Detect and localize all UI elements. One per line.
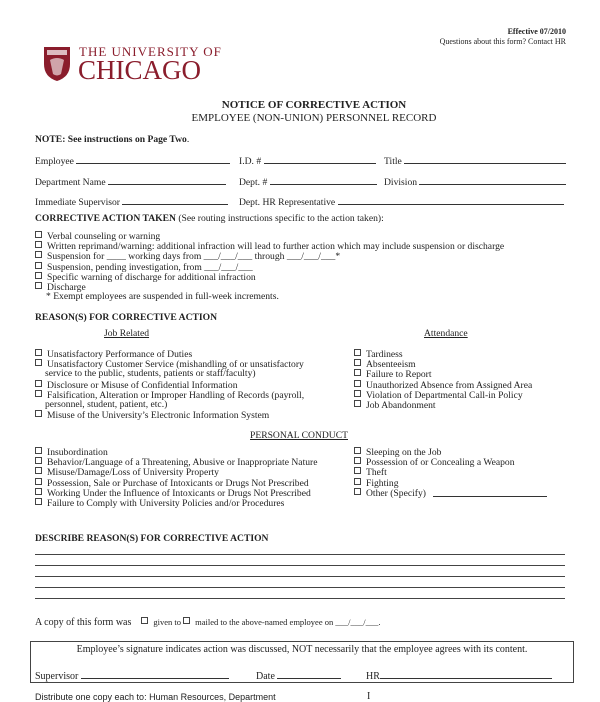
logo-line2: CHICAGO [78, 55, 202, 85]
checkbox[interactable] [35, 447, 42, 454]
attendance-label: Attendance [424, 328, 468, 339]
other-specify-field[interactable] [433, 488, 547, 497]
item-label: Failure to Report [366, 369, 432, 381]
given-label: given to [153, 617, 182, 627]
mailed-label: mailed to the above-named employee on ___/___/___. [195, 617, 381, 627]
checkbox[interactable] [35, 251, 42, 258]
checkbox[interactable] [35, 478, 42, 485]
copy-prefix: A copy of this form was [35, 617, 132, 628]
checklist-item [35, 488, 311, 499]
describe-heading: DESCRIBE REASON(S) FOR CORRECTIVE ACTION [35, 533, 269, 544]
checkbox[interactable] [35, 272, 42, 279]
job-related-label: Job Related [104, 328, 150, 339]
item-label: Suspension, pending investigation, from ___/___/___ [47, 261, 253, 273]
item-label: Violation of Departmental Call-in Policy [366, 389, 523, 401]
item-label: Tardiness [366, 349, 403, 360]
checklist-item [35, 467, 219, 478]
hr-rep-field[interactable] [239, 196, 564, 208]
checklist-item [35, 380, 238, 391]
checklist-item [35, 251, 340, 262]
checkbox[interactable] [354, 359, 361, 366]
supervisor-signature[interactable] [35, 670, 229, 682]
effective-date: Effective 07/2010 [507, 27, 566, 36]
checklist-item [354, 380, 532, 391]
signature-box [30, 641, 574, 683]
item-label: Misuse of the University’s Electronic Information System [47, 410, 270, 422]
division-field[interactable] [384, 176, 566, 188]
checklist-item [35, 262, 253, 273]
checklist-item [35, 241, 504, 252]
checkbox[interactable] [35, 488, 42, 495]
checklist-item [35, 231, 160, 242]
checkbox[interactable] [354, 467, 361, 474]
item-label: Specific warning of discharge for additional infraction [47, 271, 256, 283]
checkbox[interactable] [35, 231, 42, 238]
exempt-footnote: * Exempt employees are suspended in full-week increments. [46, 291, 279, 302]
hr-signature[interactable] [366, 670, 552, 682]
contact-note: Questions about this form? Contact HR [439, 37, 566, 46]
item-label: Unsatisfactory Performance of Duties [47, 349, 193, 360]
item-label: Suspension for ____ working days from ___/___/___ through ___/___/___* [47, 251, 341, 263]
item-label: Theft [366, 467, 387, 479]
supervisor-sig-label: Supervisor [35, 671, 79, 682]
item-label: Unsatisfactory Customer Service (mishandling of or unsatisfactory [47, 359, 304, 371]
title-field[interactable] [384, 155, 566, 167]
item-label: Possession, Sale or Purchase of Intoxicants or Drugs Not Prescribed [47, 477, 309, 489]
item-label: Discharge [47, 282, 86, 293]
checkbox[interactable] [354, 369, 361, 376]
date-label: Date [256, 671, 275, 682]
item-label: Written reprimand/warning: additional infraction will lead to further action which may include suspension or discharge [47, 241, 505, 253]
checklist-item [354, 390, 523, 401]
hr-label: HR [366, 671, 380, 682]
note-text: NOTE: See instructions on Page Two [35, 134, 187, 145]
checklist-item [354, 349, 403, 360]
form-subtitle: EMPLOYEE (NON-UNION) PERSONNEL RECORD [191, 112, 437, 124]
checklist-item [354, 488, 426, 499]
checkbox[interactable] [35, 282, 42, 289]
given-checkbox[interactable] [141, 617, 148, 624]
checkbox[interactable] [354, 390, 361, 397]
mailed-checkbox[interactable] [183, 617, 190, 624]
item-label: Job Abandonment [366, 400, 436, 411]
checklist-item [35, 410, 269, 421]
id-label: I.D. # [239, 156, 262, 167]
checklist-item [354, 467, 387, 478]
checklist-item [35, 447, 108, 458]
checkbox[interactable] [35, 241, 42, 248]
checkbox[interactable] [35, 380, 42, 387]
dept-number-field[interactable] [239, 176, 377, 188]
supervisor-label: Immediate Supervisor [35, 197, 120, 208]
item-label: Fighting [366, 477, 399, 489]
item-label: service to the public, students, patients or staff/faculty) [45, 368, 256, 380]
item-label: Misuse/Damage/Loss of University Property [47, 467, 219, 479]
supervisor-field[interactable] [35, 196, 228, 208]
checkbox[interactable] [354, 400, 361, 407]
checkbox[interactable] [35, 467, 42, 474]
shield-icon [43, 46, 71, 82]
form-title: NOTICE OF CORRECTIVE ACTION [221, 99, 407, 111]
checklist-item [354, 369, 432, 380]
item-label: personnel, student, patient, etc.) [45, 399, 168, 410]
item-label: Insubordination [47, 447, 108, 458]
date-signature[interactable] [256, 670, 341, 682]
page-marker: I [367, 691, 371, 702]
id-field[interactable] [239, 155, 376, 167]
item-label: Other (Specify) [366, 487, 426, 499]
checklist-item [354, 478, 399, 489]
reasons-heading: REASON(S) FOR CORRECTIVE ACTION [35, 312, 218, 323]
distribution-note: Distribute one copy each to: Human Resources, Department [35, 692, 276, 702]
checkbox[interactable] [354, 447, 361, 454]
corrective-heading-note: (See routing instructions specific to the action taken): [175, 213, 384, 224]
division-label: Division [384, 177, 418, 188]
dept-name-label: Department Name [35, 177, 106, 188]
item-label: Sleeping on the Job [366, 447, 442, 458]
item-label: Failure to Comply with University Policies and/or Procedures [47, 498, 285, 509]
item-label: Disclosure or Misuse of Confidential Information [47, 379, 238, 391]
checkbox[interactable] [354, 478, 361, 485]
checklist-item [45, 369, 256, 379]
dept-number-label: Dept. # [239, 177, 268, 188]
item-label: Falsification, Alteration or Improper Handling of Records (payroll, [47, 389, 305, 401]
checkbox[interactable] [354, 380, 361, 387]
corrective-heading-text: CORRECTIVE ACTION TAKEN [35, 213, 176, 224]
note [35, 135, 189, 145]
checkbox[interactable] [35, 498, 42, 505]
checkbox[interactable] [35, 262, 42, 269]
corrective-heading [35, 214, 384, 224]
logo-line1: THE UNIVERSITY OF [79, 44, 222, 59]
checklist-item [354, 447, 441, 458]
checklist-item [35, 272, 256, 283]
checklist-item [35, 457, 317, 468]
employee-field[interactable] [35, 155, 230, 167]
checkbox[interactable] [35, 457, 42, 464]
item-label: Possession of or Concealing a Weapon [366, 457, 515, 469]
checklist-item [354, 359, 416, 370]
checkbox[interactable] [35, 349, 42, 356]
checklist-item [354, 400, 436, 411]
checkbox[interactable] [354, 349, 361, 356]
item-label: Unauthorized Absence from Assigned Area [366, 379, 533, 391]
personal-conduct-label: PERSONAL CONDUCT [250, 430, 348, 441]
item-label: Absenteeism [366, 359, 416, 371]
checklist-item [35, 498, 284, 509]
checklist-item [45, 400, 167, 410]
signature-notice: Employee’s signature indicates action was discussed, NOT necessarily that the employee agrees with its content. [76, 644, 528, 655]
department-name-field[interactable] [35, 176, 226, 188]
checkbox[interactable] [35, 359, 42, 366]
note-end: . [186, 134, 190, 145]
item-label: Working Under the Influence of Intoxicants or Drugs Not Prescribed [47, 487, 311, 499]
checkbox[interactable] [354, 488, 361, 495]
title-label: Title [384, 156, 402, 167]
checkbox[interactable] [35, 390, 42, 397]
checklist-item [35, 349, 192, 360]
employee-label: Employee [35, 156, 74, 167]
checklist-item [354, 457, 515, 468]
checkbox[interactable] [354, 457, 361, 464]
copy-statement [35, 617, 380, 628]
item-label: Behavior/Language of a Threatening, Abusive or Inappropriate Nature [47, 457, 318, 469]
item-label: Verbal counseling or warning [47, 231, 161, 242]
hr-rep-label: Dept. HR Representative [239, 197, 336, 208]
checklist-item [35, 478, 309, 489]
checkbox[interactable] [35, 410, 42, 417]
